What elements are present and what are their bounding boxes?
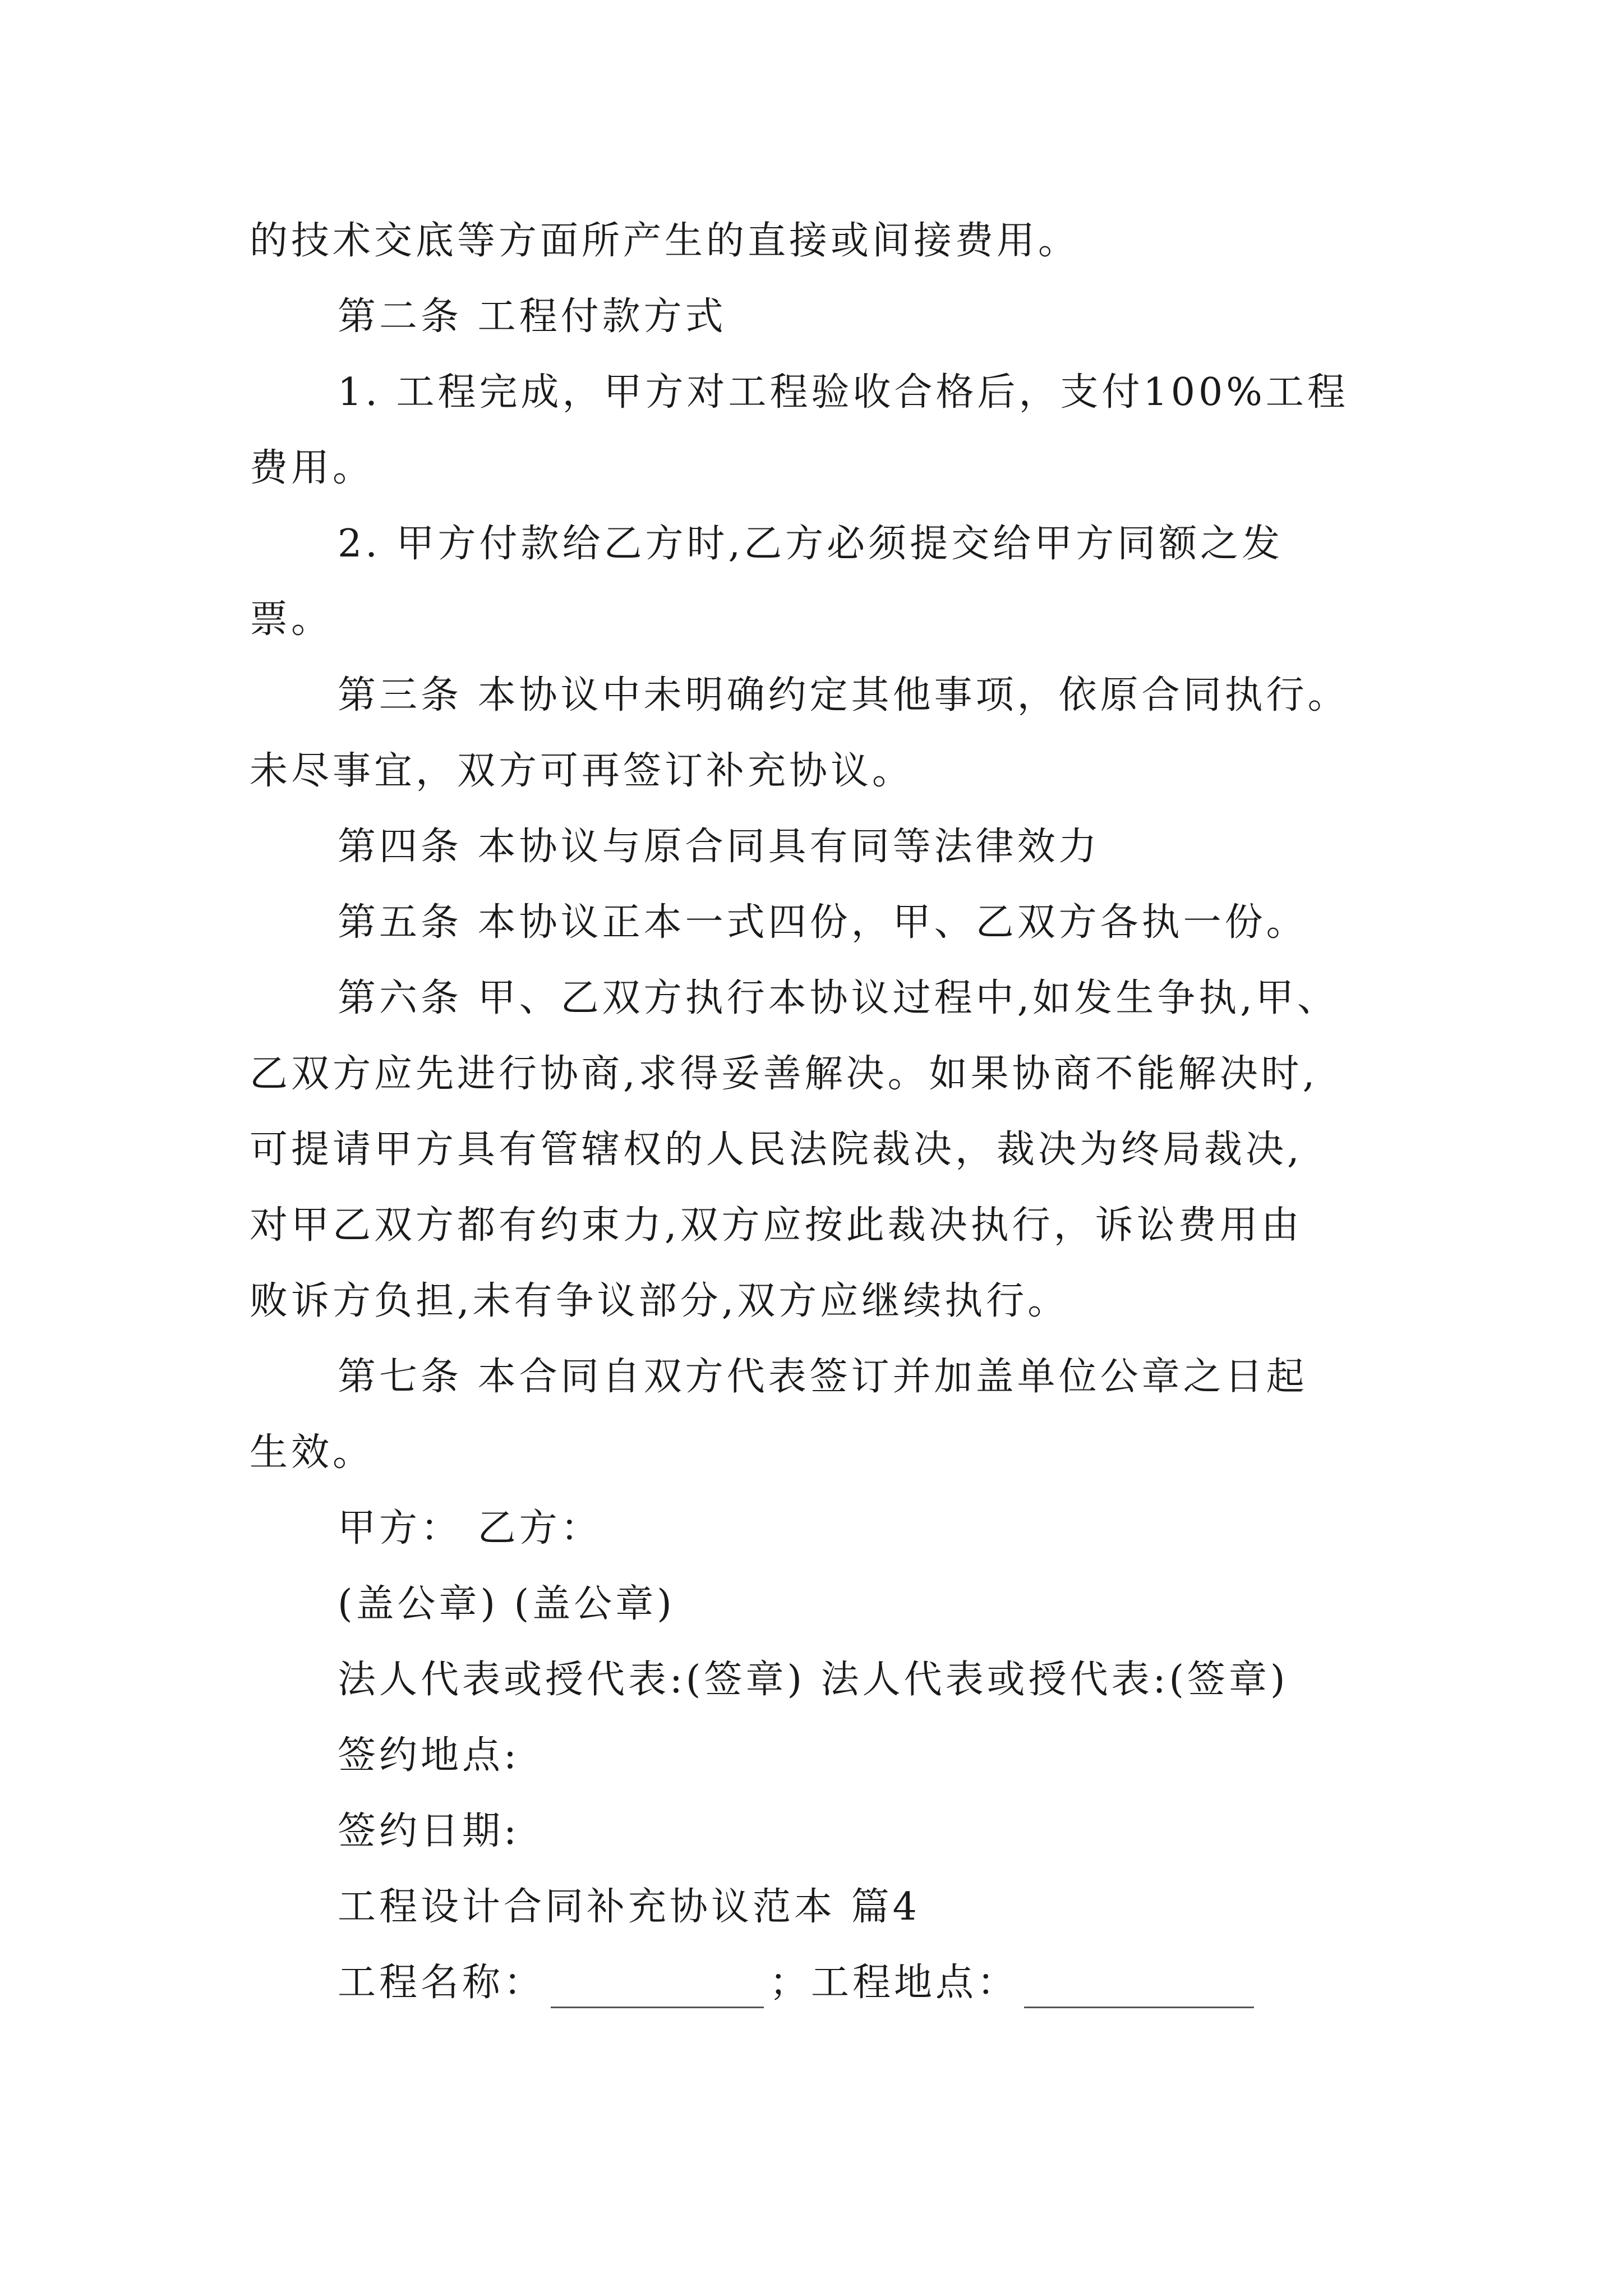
project-location-label: 工程地点： bbox=[811, 1961, 1019, 2005]
project-location-blank bbox=[1024, 1973, 1254, 2008]
paragraph-line: 败诉方负担,未有争议部分,双方应继续执行。 bbox=[250, 1279, 1069, 1323]
paragraph-line: 票。 bbox=[250, 597, 333, 642]
signing-date-label: 签约日期: bbox=[338, 1809, 520, 1853]
paragraph-line: 费用。 bbox=[250, 446, 375, 490]
paragraph-line: 第四条 本协议与原合同具有同等法律效力 bbox=[338, 825, 1100, 869]
paragraph-line: 乙双方应先进行协商,求得妥善解决。如果协商不能解决时, bbox=[250, 1052, 1318, 1096]
paragraph-line: 第七条 本合同自双方代表签订并加盖单位公章之日起 bbox=[338, 1355, 1308, 1399]
section-heading: 第二条 工程付款方式 bbox=[338, 295, 727, 339]
project-name-blank bbox=[551, 1973, 764, 2008]
representative-labels: 法人代表或授代表:(签章) 法人代表或授代表:(签章) bbox=[338, 1658, 1289, 1702]
paragraph-line: 1. 工程完成，甲方对工程验收合格后，支付100%工程 bbox=[338, 370, 1349, 415]
paragraph-line: 对甲乙双方都有约束力,双方应按此裁决执行，诉讼费用由 bbox=[250, 1203, 1303, 1248]
paragraph-line: 第三条 本协议中未明确约定其他事项，依原合同执行。 bbox=[338, 673, 1349, 717]
party-labels: 甲方： 乙方： bbox=[338, 1506, 602, 1550]
paragraph-line: 2. 甲方付款给乙方时,乙方必须提交给甲方同额之发 bbox=[338, 522, 1284, 566]
seal-labels: (盖公章) (盖公章) bbox=[338, 1582, 675, 1626]
paragraph-line: 生效。 bbox=[250, 1430, 375, 1475]
section-title: 工程设计合同补充协议范本 篇4 bbox=[338, 1885, 920, 1929]
paragraph-line: 可提请甲方具有管辖权的人民法院裁决，裁决为终局裁决, bbox=[250, 1128, 1303, 1172]
paragraph-line: 第六条 甲、乙双方执行本协议过程中,如发生争执,甲、 bbox=[338, 976, 1339, 1020]
project-info-line bbox=[338, 1958, 1260, 2008]
paragraph-line: 的技术交底等方面所产生的直接或间接费用。 bbox=[250, 219, 1080, 263]
paragraph-line: 未尽事宜，双方可再签订补充协议。 bbox=[250, 749, 914, 793]
project-name-label: 工程名称： bbox=[338, 1961, 546, 2005]
separator: ； bbox=[769, 1961, 811, 2005]
signing-place-label: 签约地点: bbox=[338, 1733, 520, 1778]
paragraph-line: 第五条 本协议正本一式四份，甲、乙双方各执一份。 bbox=[338, 900, 1308, 945]
